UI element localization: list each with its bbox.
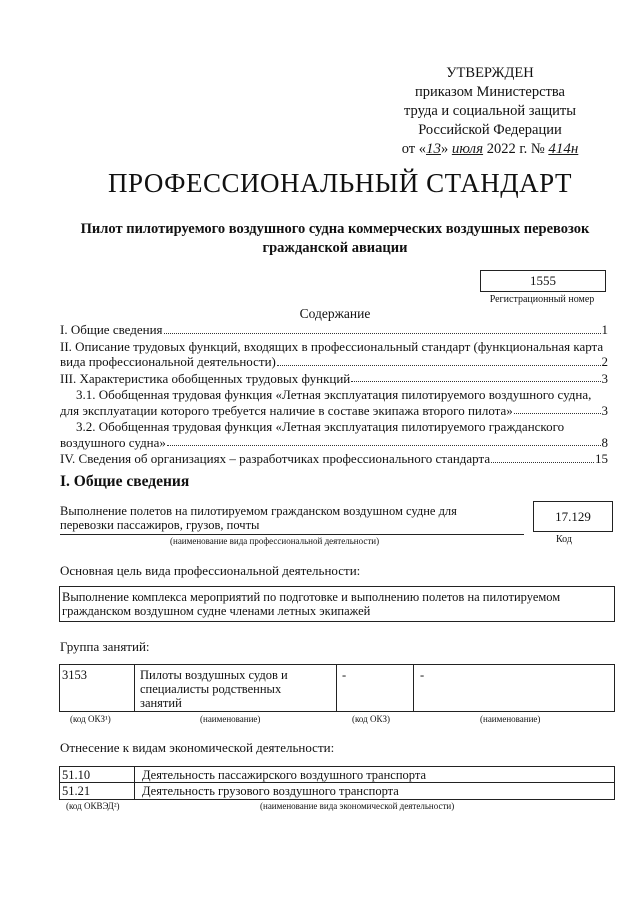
date-day: 13 (425, 141, 441, 157)
approval-line3: труда и социальной защиты (404, 103, 576, 119)
group-caption-name: (наименование) (200, 714, 261, 724)
toc-item-text: I. Общие сведения (60, 322, 163, 337)
group-col-divider (336, 664, 337, 712)
date-year: 2022 г. № (483, 141, 549, 157)
toc-leader (167, 445, 601, 446)
activity-name-line2: перевозки пассажиров, грузов, почты (60, 518, 260, 532)
group-code: 3153 (62, 668, 87, 682)
toc-item-text: II. Описание трудовых функций, входящих в профессиональный стандарт (функциональная карта (60, 338, 604, 354)
section-heading: I. Общие сведения (60, 473, 190, 490)
toc-item[interactable] (60, 371, 608, 387)
approval-block (370, 64, 610, 159)
toc-item-text: 3.1. Обобщенная трудовая функция «Летная эксплуатация пилотируемого воздушного судна, (76, 387, 592, 402)
group-col-divider (134, 664, 135, 712)
group-col-divider (413, 664, 414, 712)
econ-caption-name: (наименование вида экономической деятельности) (260, 801, 455, 811)
toc-item-page: 3 (601, 370, 608, 386)
toc-leader (491, 462, 594, 463)
toc-item-text-cont: воздушного судна» (60, 434, 166, 450)
approval-line4: Российской Федерации (418, 122, 562, 138)
activity-underline (60, 534, 524, 535)
toc-leader (277, 365, 601, 366)
toc-item[interactable] (60, 322, 608, 338)
toc-leader (514, 413, 601, 414)
group-name-line3: занятий (140, 696, 182, 710)
econ-label: Отнесение к видам экономической деятельности: (60, 740, 335, 755)
approval-line2: приказом Министерства (415, 84, 565, 100)
toc-item-text-cont: вида профессиональной деятельности) (60, 354, 276, 369)
group-dash-name: - (420, 668, 425, 682)
econ-col-divider (134, 766, 135, 800)
toc-item[interactable] (60, 387, 608, 418)
goal-text-line1: Выполнение комплекса мероприятий по подготовке и выполнению полетов на пилотируемом (62, 590, 561, 604)
activity-name-line1: Выполнение полетов на пилотируемом гражданском воздушном судне для (60, 504, 457, 518)
activity-code-box: 17.129 (533, 501, 613, 532)
group-caption-name2: (наименование) (480, 714, 541, 724)
table-of-contents (60, 322, 608, 468)
toc-item-text: III. Характеристика обобщенных трудовых функций (60, 370, 351, 386)
econ-row-divider (59, 782, 615, 783)
econ-code: 51.21 (62, 784, 91, 798)
page-subtitle: Пилот пилотируемого воздушного судна коммерческих воздушных перевозок гражданской авиации (80, 221, 590, 256)
registration-number-box: 1555 (480, 270, 606, 292)
toc-item-page: 3 (601, 402, 608, 418)
toc-item-text: 3.2. Обобщенная трудовая функция «Летная эксплуатация пилотируемого гражданского (76, 419, 565, 434)
econ-caption-code: (код ОКВЭД²) (66, 801, 120, 811)
date-month: июля (451, 141, 484, 157)
approval-line1: УТВЕРЖДЕН (446, 65, 534, 81)
econ-name: Деятельность грузового воздушного транспорта (142, 784, 399, 798)
activity-caption: (наименование вида профессиональной деятельности) (170, 536, 380, 546)
toc-item-page: 8 (601, 434, 608, 450)
group-label: Группа занятий: (60, 639, 150, 654)
econ-name: Деятельность пассажирского воздушного транспорта (142, 768, 427, 782)
approval-date-line (370, 140, 610, 159)
registration-label: Регистрационный номер (489, 294, 595, 305)
order-number: 414н (548, 141, 579, 157)
goal-text-line2: гражданском воздушном судне членами летных экипажей (62, 604, 371, 618)
toc-item-page: 1 (601, 322, 608, 337)
page-title: ПРОФЕССИОНАЛЬНЫЙ СТАНДАРТ (107, 168, 573, 198)
group-caption-code: (код ОКЗ¹) (70, 714, 111, 724)
econ-code: 51.10 (62, 768, 91, 782)
activity-code-label: Код (556, 534, 572, 545)
toc-item-page: 15 (595, 451, 608, 466)
toc-leader (164, 333, 601, 334)
toc-item-text-cont: для эксплуатации которого требуется наличие в составе экипажа второго пилота» (60, 402, 513, 418)
contents-title: Содержание (299, 306, 371, 321)
date-prefix: от « (401, 141, 426, 157)
toc-item[interactable] (60, 339, 608, 370)
toc-leader (351, 381, 600, 382)
date-mid: » (440, 141, 452, 157)
toc-item-page: 2 (601, 354, 608, 369)
group-name-line1: Пилоты воздушных судов и (140, 668, 288, 682)
toc-item[interactable] (60, 419, 608, 450)
goal-label: Основная цель вида профессиональной деятельности: (60, 563, 361, 578)
toc-item[interactable] (60, 451, 608, 467)
toc-item-text: IV. Сведения об организациях – разработчиках профессионального стандарта (60, 451, 491, 466)
group-dash-code: - (342, 668, 347, 682)
group-caption-code2: (код ОКЗ) (352, 714, 390, 724)
group-name-line2: специалисты родственных (140, 682, 282, 696)
